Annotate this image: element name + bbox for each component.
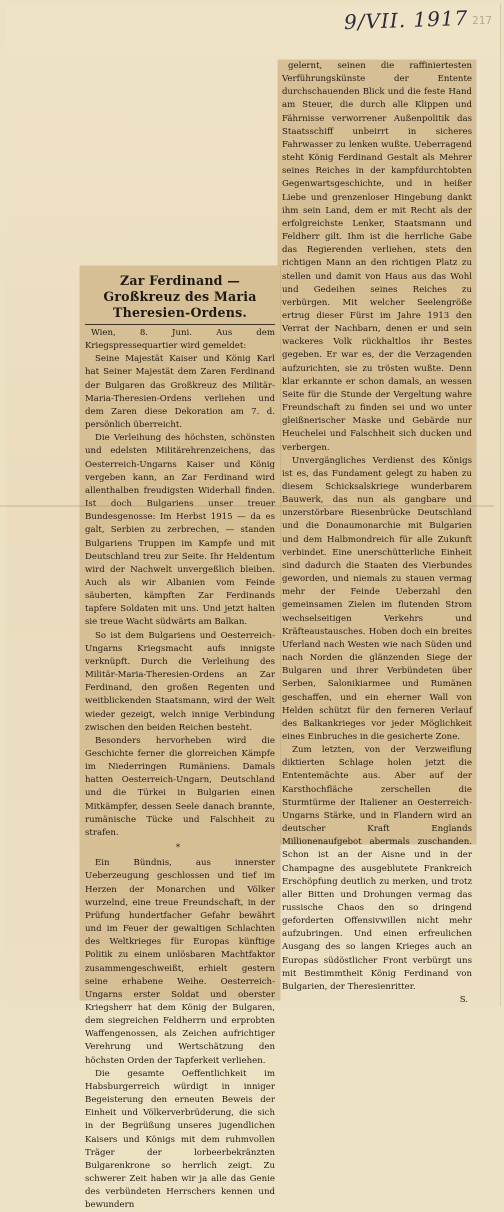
article-paragraph: Unvergängliches Verdienst des Königs ist es, das Fundament gelegt zu haben zu diesem Schicksalskriege wunderbarem Bauwerk, das nun als gangbare und unzerstörbare Riesenbrücke Deutschland und die Donaumonarchie mit Bulgarien und dem Halbmondreich für alle Zukunft verbindet. Eine unerschütterliche Einheit sind dadurch die Staaten des Vierbundes geworden, und niemals zu stauen vermag mehr der Feinde Ueberzahl den gemeinsamen Zielen im flutenden Strom wechselseitigen Verkehrs und Kräfteaustausches. Hoben doch ein breites Uferland nach Westen wie nach Süden und nach Norden die glänzenden Siege der Bulgaren und ihrer Verbündeten über Serben, Salonikiarmee und Rumänen geschaffen, und ein eherner Wall von Helden schützt für den ferneren Verlauf des Balkankrieges vor jeder Möglichkeit eines Einbruches in die gesicherte Zone. — [282, 455, 472, 742]
article-paragraph: Die Verleihung des höchsten, schönsten und edelsten Militärehrenzeichens, das Oesterreich-Ungarns Kaiser und König vergeben kann, an Zar Ferdinand wird allenthalben freudigsten Widerhall finden. Ist doch Bulgariens unser treuer Bundesgenosse: Im Herbst 1915 — da es galt, Serbien zu zerbrechen, — standen Bulgariens Truppen im Kampfe und mit Deutschland treu zur Seite. Ihr Heldentum wird der Nachwelt unvergeßlich bleiben. Auch als wir Albanien vom Feinde säuberten, kämpften Zar Ferdinands tapfere Soldaten mit uns. Und jetzt halten sie treue Wacht südwärts am Balkan. — [85, 433, 275, 628]
archive-page-number: 217 — [472, 14, 492, 27]
article-paragraph: Ein Bündnis, aus innerster Ueberzeugung geschlossen und tief im Herzen der Monarchen und Völker wurzelnd, eine treue Freundschaft, in der Prüfung hundertfacher Gefahr bewährt und im Feuer der gewaltigen Schlachten des Weltkrieges für Europas künftige Politik zu einem unlösbaren Machtfaktor zusammengeschweißt, erhielt gestern seine erhabene Weihe. Oesterreich-Ungarns erster Soldat und oberster Kriegsherr hat dem König der Bulgaren, dem siegreichen Feldherrn und erprobten Waffengenossen, als Zeichen aufrichtiger Verehrung und Wertschätzung den höchsten Orden der Tapferkeit verliehen. — [85, 858, 275, 1066]
author-signature: S. — [459, 995, 468, 1006]
handwritten-date: 9/VII. 1917 — [343, 5, 469, 35]
newspaper-clipping-right-column — [278, 60, 476, 1006]
section-separator: * — [175, 843, 185, 854]
article-paragraph: Seine Majestät Kaiser und König Karl hat Seiner Majestät dem Zaren Ferdinand der Bulgaren das Großkreuz des Militär-Maria-Theresien-Ordens verliehen und dem Zaren diese Dekoration am 7. d. persönlich überreicht. — [85, 354, 275, 431]
article-paragraph: Die gesamte Oeffentlichkeit im Habsburgerreich würdigt in inniger Begeisterung den erneuten Beweis der Einheit und Völkerverbrüderung, die sich in der Begrüßung unseres jugendlichen Kaisers und Königs mit dem ruhmvollen Träger der lorbeerbekränzten Bulgarenkrone so herrlich zeigt. Zu schwerer Zeit haben wir ja alle das Genie des verbündeten Herrschers kennen und bewundern — [85, 1068, 275, 1211]
newspaper-clipping-left-column — [80, 266, 280, 1211]
paper-fold-line — [0, 505, 494, 507]
article-paragraph: Besonders hervorheben wird die Geschichte ferner die glorreichen Kämpfe im Niederringen Rumäniens. Damals hatten Oesterreich-Ungarn, Deutschland und die Türkei in Bulgarien einen Mitkämpfer, dessen Seele danach brannte, rumänische Tücke und Falschheit zu strafen. — [85, 735, 275, 838]
headline-rule — [85, 324, 275, 325]
article-headline: Zar Ferdinand — Großkreuz des Maria Theresien-Ordens. — [103, 273, 257, 320]
article-paragraph: So ist dem Bulgariens und Oesterreich-Ungarns Kriegsmacht aufs innigste verknüpft. Durch die Verleihung des Militär-Maria-Theresien-Ordens an Zar Ferdinand, den großen Regenten und weitblickenden Staatsmann, wird der Welt wieder gezeigt, welch innige Verbindung zwischen den beiden Reichen besteht. — [85, 630, 275, 733]
article-paragraph: gelernt, seinen die raffiniertesten Verführungskünste der Entente durchschauenden Blick und die feste Hand am Steuer, die durch alle Klippen und Fährnisse verworrener Außenpolitik das Staatsschiff unbeirrt in sicheres Fahrwasser zu lenken wußte. Ueberragend steht König Ferdinand Gestalt als Mehrer seines Reiches in der kampfdurchtobten Gegenwartsgeschichte, und in heißer Liebe und grenzenloser Hingebung dankt ihm sein Land, dem er mit Recht als der erfolgreichste Lenker, Staatsmann und Feldherr gilt. Ihm ist die herrliche Gabe das Regierenden verliehen, stets den richtigen Mann an den richtigen Platz zu stellen und damit von Haus aus das Wohl und Gedeihen seines Reiches zu verbürgen. Mit welcher Seelengröße ertrug dieser Fürst im Jahre 1913 den Verrat der Nachbarn, denen er und sein wackeres Volk rückhaltlos ihr Bestes gegeben. Er war es, der die Verzagenden aufzurichten, sie zu trösten wußte. Denn klar erkannte er schon damals, an wessen Seite für die Stunde der Vergeltung wahre Freundschaft zu finden sei und wo unter gleißnerischer Maske und Gebärde nur Heuchelei und Falschheit sich ducken und verbergen. — [282, 61, 472, 453]
article-paragraph: Zum letzten, von der Verzweiflung diktierten Schlage holen jetzt die Ententemächte aus. Aber auf der Karsthochfläche zerschellen die Sturmtürme der Italiener an Oesterreich-Ungarns Stärke, und in Flandern wird an deutscher Kraft Englands Millionenaufgebot abermals zuschanden. Schon ist an der Aisne und in der Champagne des ausgeblutete Frankreich Erschöpfung deutlich zu merken, und trotz aller Bitten und Drohungen vermag das russische Chaos den so dringend geforderten Offensivwillen nicht mehr aufzubringen. Und einen erfreulichen Ausgang des so langen Krieges auch an Europas südöstlicher Front verbürgt uns mit Bestimmtheit König Ferdinand von Bulgarien, der Theresienritter. — [282, 745, 472, 992]
article-dateline: Wien, 8. Juni. Aus dem Kriegspressequartier wird gemeldet: — [85, 328, 275, 352]
